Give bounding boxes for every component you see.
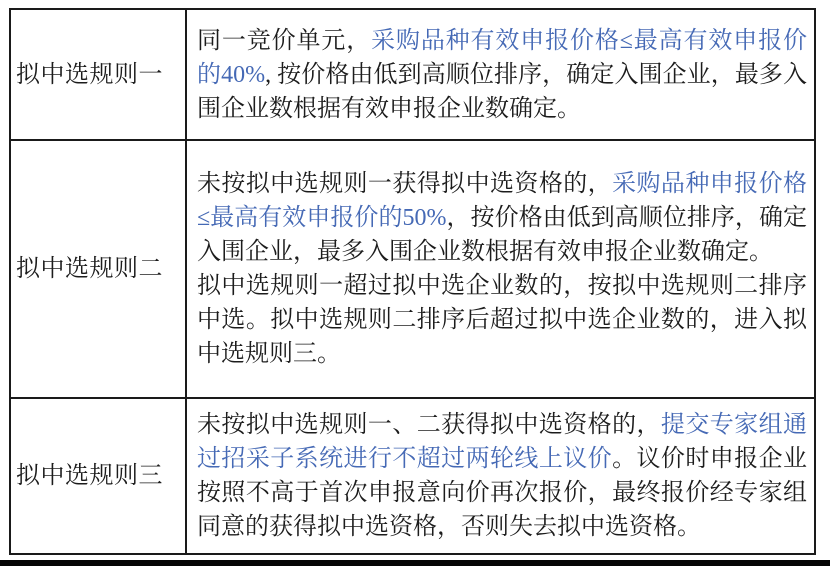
table-row — [10, 398, 815, 554]
table-row — [10, 140, 815, 398]
rule-label-cell: 拟中选规则三 — [10, 398, 186, 554]
content-paragraph — [197, 167, 807, 269]
text-segment: 。议价时申报企业按照不高于首次申报意向价再次报价，最终报价经专家组同意的获得拟中选资格，否则失去拟中选资格。 — [197, 446, 808, 540]
selection-rules-table — [9, 8, 816, 555]
text-segment: 拟中选规则一超过拟中选企业数的，按拟中选规则二排序中选。拟中选规则二排序后超过拟中选企业数的，进入拟中选规则三。 — [197, 273, 807, 367]
text-segment: 未按拟中选规则一、二获得拟中选资格的， — [197, 412, 661, 438]
rule-label-cell: 拟中选规则二 — [10, 140, 186, 398]
content-paragraph — [197, 24, 807, 126]
bottom-divider — [0, 560, 830, 566]
highlighted-text: 提交专家组通过招采子系统进行不超过两轮线上议价 — [197, 412, 808, 472]
highlighted-text: 采购品种有效申报价格≤最高有效申报价的40% — [197, 27, 808, 88]
text-segment: ，按价格由低到高顺位排序，确定入围企业，最多入围企业数根据有效申报企业数确定。 — [197, 205, 808, 265]
text-segment: , 按价格由低到高顺位排序，确定入围企业，最多入围企业数根据有效申报企业数确定。 — [197, 61, 808, 122]
content-paragraph — [197, 408, 807, 544]
text-segment: 未按拟中选规则一获得拟中选资格的， — [197, 171, 613, 197]
table-row — [10, 9, 815, 140]
rule-content-cell — [186, 9, 815, 140]
rules-table-body — [10, 9, 815, 554]
text-segment: 同一竞价单元， — [197, 27, 372, 54]
content-paragraph — [197, 269, 807, 371]
rule-content-cell — [186, 140, 815, 398]
highlighted-text: 采购品种申报价格≤最高有效申报价的50% — [197, 171, 808, 231]
rule-content-cell — [186, 398, 815, 554]
rule-label-cell: 拟中选规则一 — [10, 9, 186, 140]
